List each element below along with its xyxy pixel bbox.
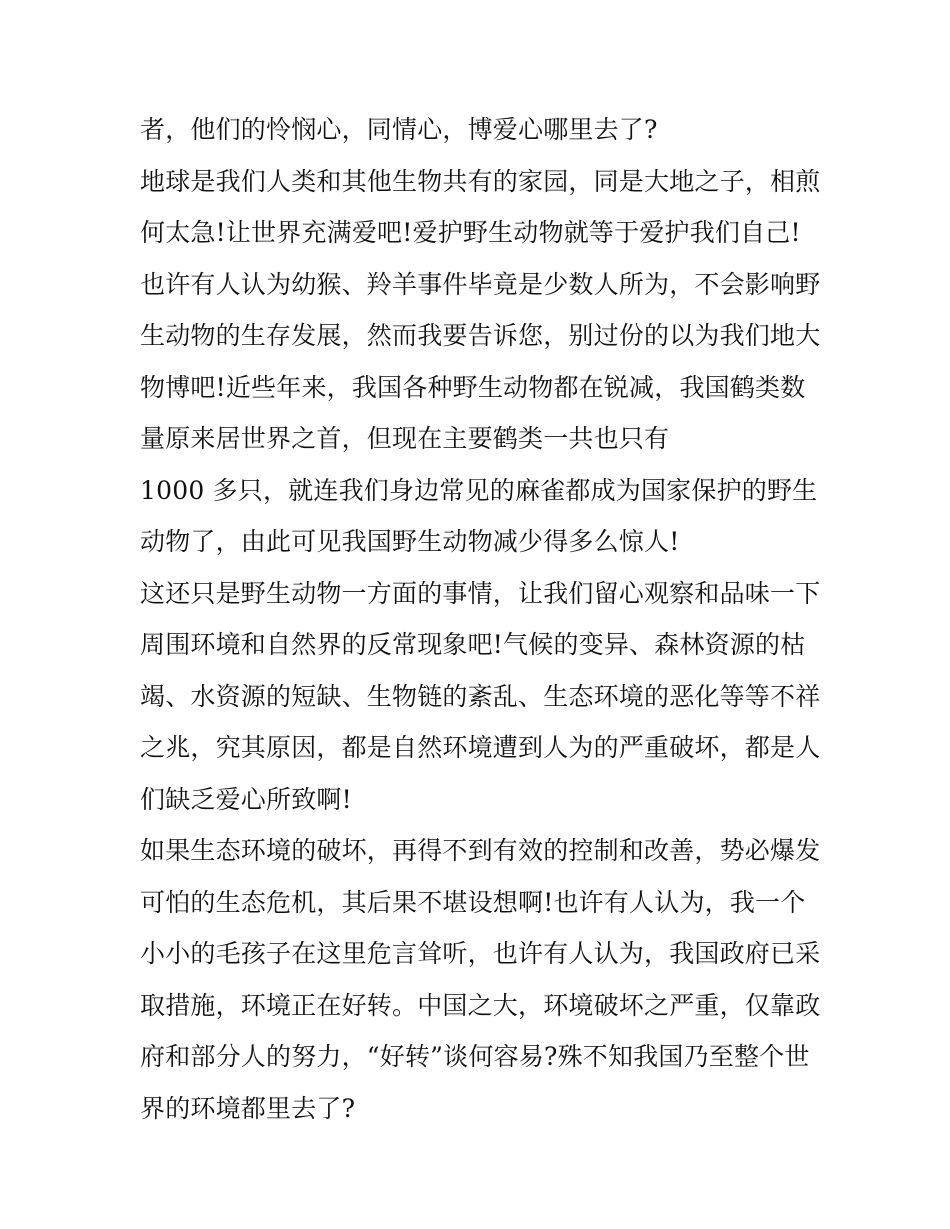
text-line: 之兆，究其原因，都是自然环境遭到人为的严重破坏，都是人 xyxy=(140,733,821,762)
text-line: 生动物的生存发展，然而我要告诉您，别过份的以为我们地大 xyxy=(140,321,821,350)
text-line: 量原来居世界之首，但现在主要鹤类一共也只有 xyxy=(140,424,670,453)
text-line: 1000 多只，就连我们身边常见的麻雀都成为国家保护的野生 xyxy=(140,475,818,505)
text-line: 也许有人认为幼猴、羚羊事件毕竟是少数人所为，不会影响野 xyxy=(140,269,821,299)
text-line: 们缺乏爱心所致啊! xyxy=(140,784,352,814)
text-line: 竭、水资源的短缺、生物链的紊乱、生态环境的恶化等等不祥 xyxy=(140,681,821,711)
text-line: 小小的毛孩子在这里危言耸听，也许有人认为，我国政府已采 xyxy=(140,939,821,968)
text-line: 者，他们的怜悯心，同情心，博爱心哪里去了? xyxy=(140,115,658,144)
text-line: 府和部分人的努力，“好转”谈何容易?殊不知我国乃至整个世 xyxy=(140,1042,810,1071)
text-line: 动物了，由此可见我国野生动物减少得多么惊人! xyxy=(140,527,680,556)
text-line: 界的环境都里去了? xyxy=(140,1093,356,1123)
text-line: 这还只是野生动物一方面的事情，让我们留心观察和品味一下 xyxy=(140,578,821,608)
text-line: 如果生态环境的破坏，再得不到有效的控制和改善，势必爆发 xyxy=(140,836,821,865)
text-line: 取措施，环境正在好转。中国之大，环境破坏之严重，仅靠政 xyxy=(140,990,821,1020)
text-line: 何太急!让世界充满爱吧!爱护野生动物就等于爱护我们自己! xyxy=(140,218,801,247)
text-line: 可怕的生态危机，其后果不堪设想啊!也许有人认为，我一个 xyxy=(140,887,806,917)
text-line: 物博吧!近些年来，我国各种野生动物都在锐减，我国鹤类数 xyxy=(140,372,806,402)
text-line: 地球是我们人类和其他生物共有的家园，同是大地之子，相煎 xyxy=(140,166,821,196)
text-line: 周围环境和自然界的反常现象吧!气候的变异、森林资源的枯 xyxy=(140,630,806,659)
body-text xyxy=(140,108,830,1138)
